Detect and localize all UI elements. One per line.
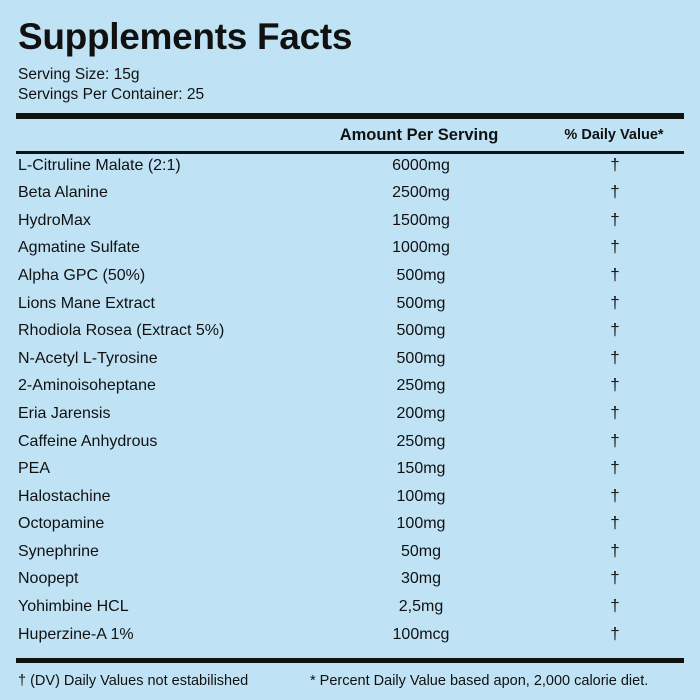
ingredient-daily-value: † — [610, 430, 620, 450]
ingredient-daily-value: † — [610, 320, 620, 340]
ingredient-table — [16, 156, 684, 653]
table-row — [16, 487, 684, 515]
table-row — [16, 569, 684, 597]
ingredient-amount: 100mg — [396, 515, 446, 533]
table-row — [16, 625, 684, 653]
ingredient-name: HydroMax — [18, 211, 91, 229]
ingredient-daily-value: † — [610, 402, 620, 422]
ingredient-daily-value: † — [610, 485, 620, 505]
table-row — [16, 238, 684, 266]
servings-per-container: Servings Per Container: 25 — [18, 86, 205, 104]
ingredient-name: PEA — [18, 460, 51, 478]
ingredient-name: Noopept — [18, 570, 79, 588]
table-row — [16, 321, 684, 349]
table-row — [16, 156, 684, 184]
ingredient-amount: 2500mg — [392, 184, 450, 202]
ingredient-daily-value: † — [610, 264, 620, 284]
ingredient-name: Rhodiola Rosea (Extract 5%) — [18, 322, 225, 340]
ingredient-daily-value: † — [610, 458, 620, 478]
ingredient-daily-value: † — [610, 596, 620, 616]
ingredient-amount: 6000mg — [392, 156, 450, 174]
ingredient-amount: 250mg — [396, 377, 446, 395]
ingredient-amount: 200mg — [396, 404, 446, 422]
ingredient-amount: 30mg — [400, 570, 442, 588]
ingredient-name: Agmatine Sulfate — [18, 239, 140, 257]
ingredient-name: Synephrine — [18, 542, 99, 560]
table-row — [16, 349, 684, 377]
ingredient-amount: 100mcg — [392, 625, 450, 643]
ingredient-amount: 250mg — [396, 432, 446, 450]
ingredient-name: Yohimbine HCL — [18, 598, 129, 616]
ingredient-name: Eria Jarensis — [18, 404, 111, 422]
ingredient-amount: 500mg — [396, 266, 446, 284]
table-row — [16, 211, 684, 239]
ingredient-daily-value: † — [610, 513, 620, 533]
ingredient-amount: 50mg — [400, 542, 442, 560]
ingredient-daily-value: † — [610, 347, 620, 367]
ingredient-name: Huperzine-A 1% — [18, 625, 134, 643]
ingredient-daily-value: † — [610, 540, 620, 560]
divider-header — [16, 151, 684, 154]
table-row — [16, 514, 684, 542]
column-header-amount: Amount Per Serving — [339, 125, 499, 144]
table-row — [16, 183, 684, 211]
ingredient-amount: 500mg — [396, 322, 446, 340]
ingredient-name: Octopamine — [18, 515, 105, 533]
table-row — [16, 432, 684, 460]
page-title: Supplements Facts — [18, 16, 353, 57]
table-row — [16, 404, 684, 432]
ingredient-name: N-Acetyl L-Tyrosine — [18, 349, 158, 367]
ingredient-amount: 150mg — [396, 460, 446, 478]
table-row — [16, 266, 684, 294]
table-header — [16, 119, 684, 151]
table-row — [16, 597, 684, 625]
ingredient-name: 2-Aminoisoheptane — [18, 377, 156, 395]
ingredient-daily-value: † — [610, 623, 620, 643]
table-row — [16, 542, 684, 570]
ingredient-name: Halostachine — [18, 487, 111, 505]
ingredient-daily-value: † — [610, 237, 620, 257]
column-header-daily-value: % Daily Value* — [564, 127, 664, 144]
ingredient-daily-value: † — [610, 182, 620, 202]
table-row — [16, 376, 684, 404]
ingredient-name: Caffeine Anhydrous — [18, 432, 158, 450]
ingredient-amount: 100mg — [396, 487, 446, 505]
ingredient-daily-value: † — [610, 209, 620, 229]
ingredient-name: L-Citruline Malate (2:1) — [18, 156, 181, 174]
ingredient-daily-value: † — [610, 568, 620, 588]
ingredient-amount: 500mg — [396, 294, 446, 312]
ingredient-amount: 1000mg — [392, 239, 450, 257]
footnote-daily-values: † (DV) Daily Values not estabilished — [18, 673, 249, 690]
ingredient-daily-value: † — [610, 154, 620, 174]
ingredient-name: Beta Alanine — [18, 184, 108, 202]
ingredient-amount: 1500mg — [392, 211, 450, 229]
ingredient-name: Lions Mane Extract — [18, 294, 155, 312]
footnote-percent-daily-value: * Percent Daily Value based apon, 2,000 calorie diet. — [310, 673, 649, 690]
table-row — [16, 294, 684, 322]
ingredient-amount: 2,5mg — [398, 598, 444, 616]
footnotes — [16, 663, 684, 700]
ingredient-amount: 500mg — [396, 349, 446, 367]
ingredient-daily-value: † — [610, 375, 620, 395]
table-row — [16, 459, 684, 487]
serving-size: Serving Size: 15g — [18, 65, 140, 83]
ingredient-daily-value: † — [610, 292, 620, 312]
ingredient-name: Alpha GPC (50%) — [18, 266, 146, 284]
